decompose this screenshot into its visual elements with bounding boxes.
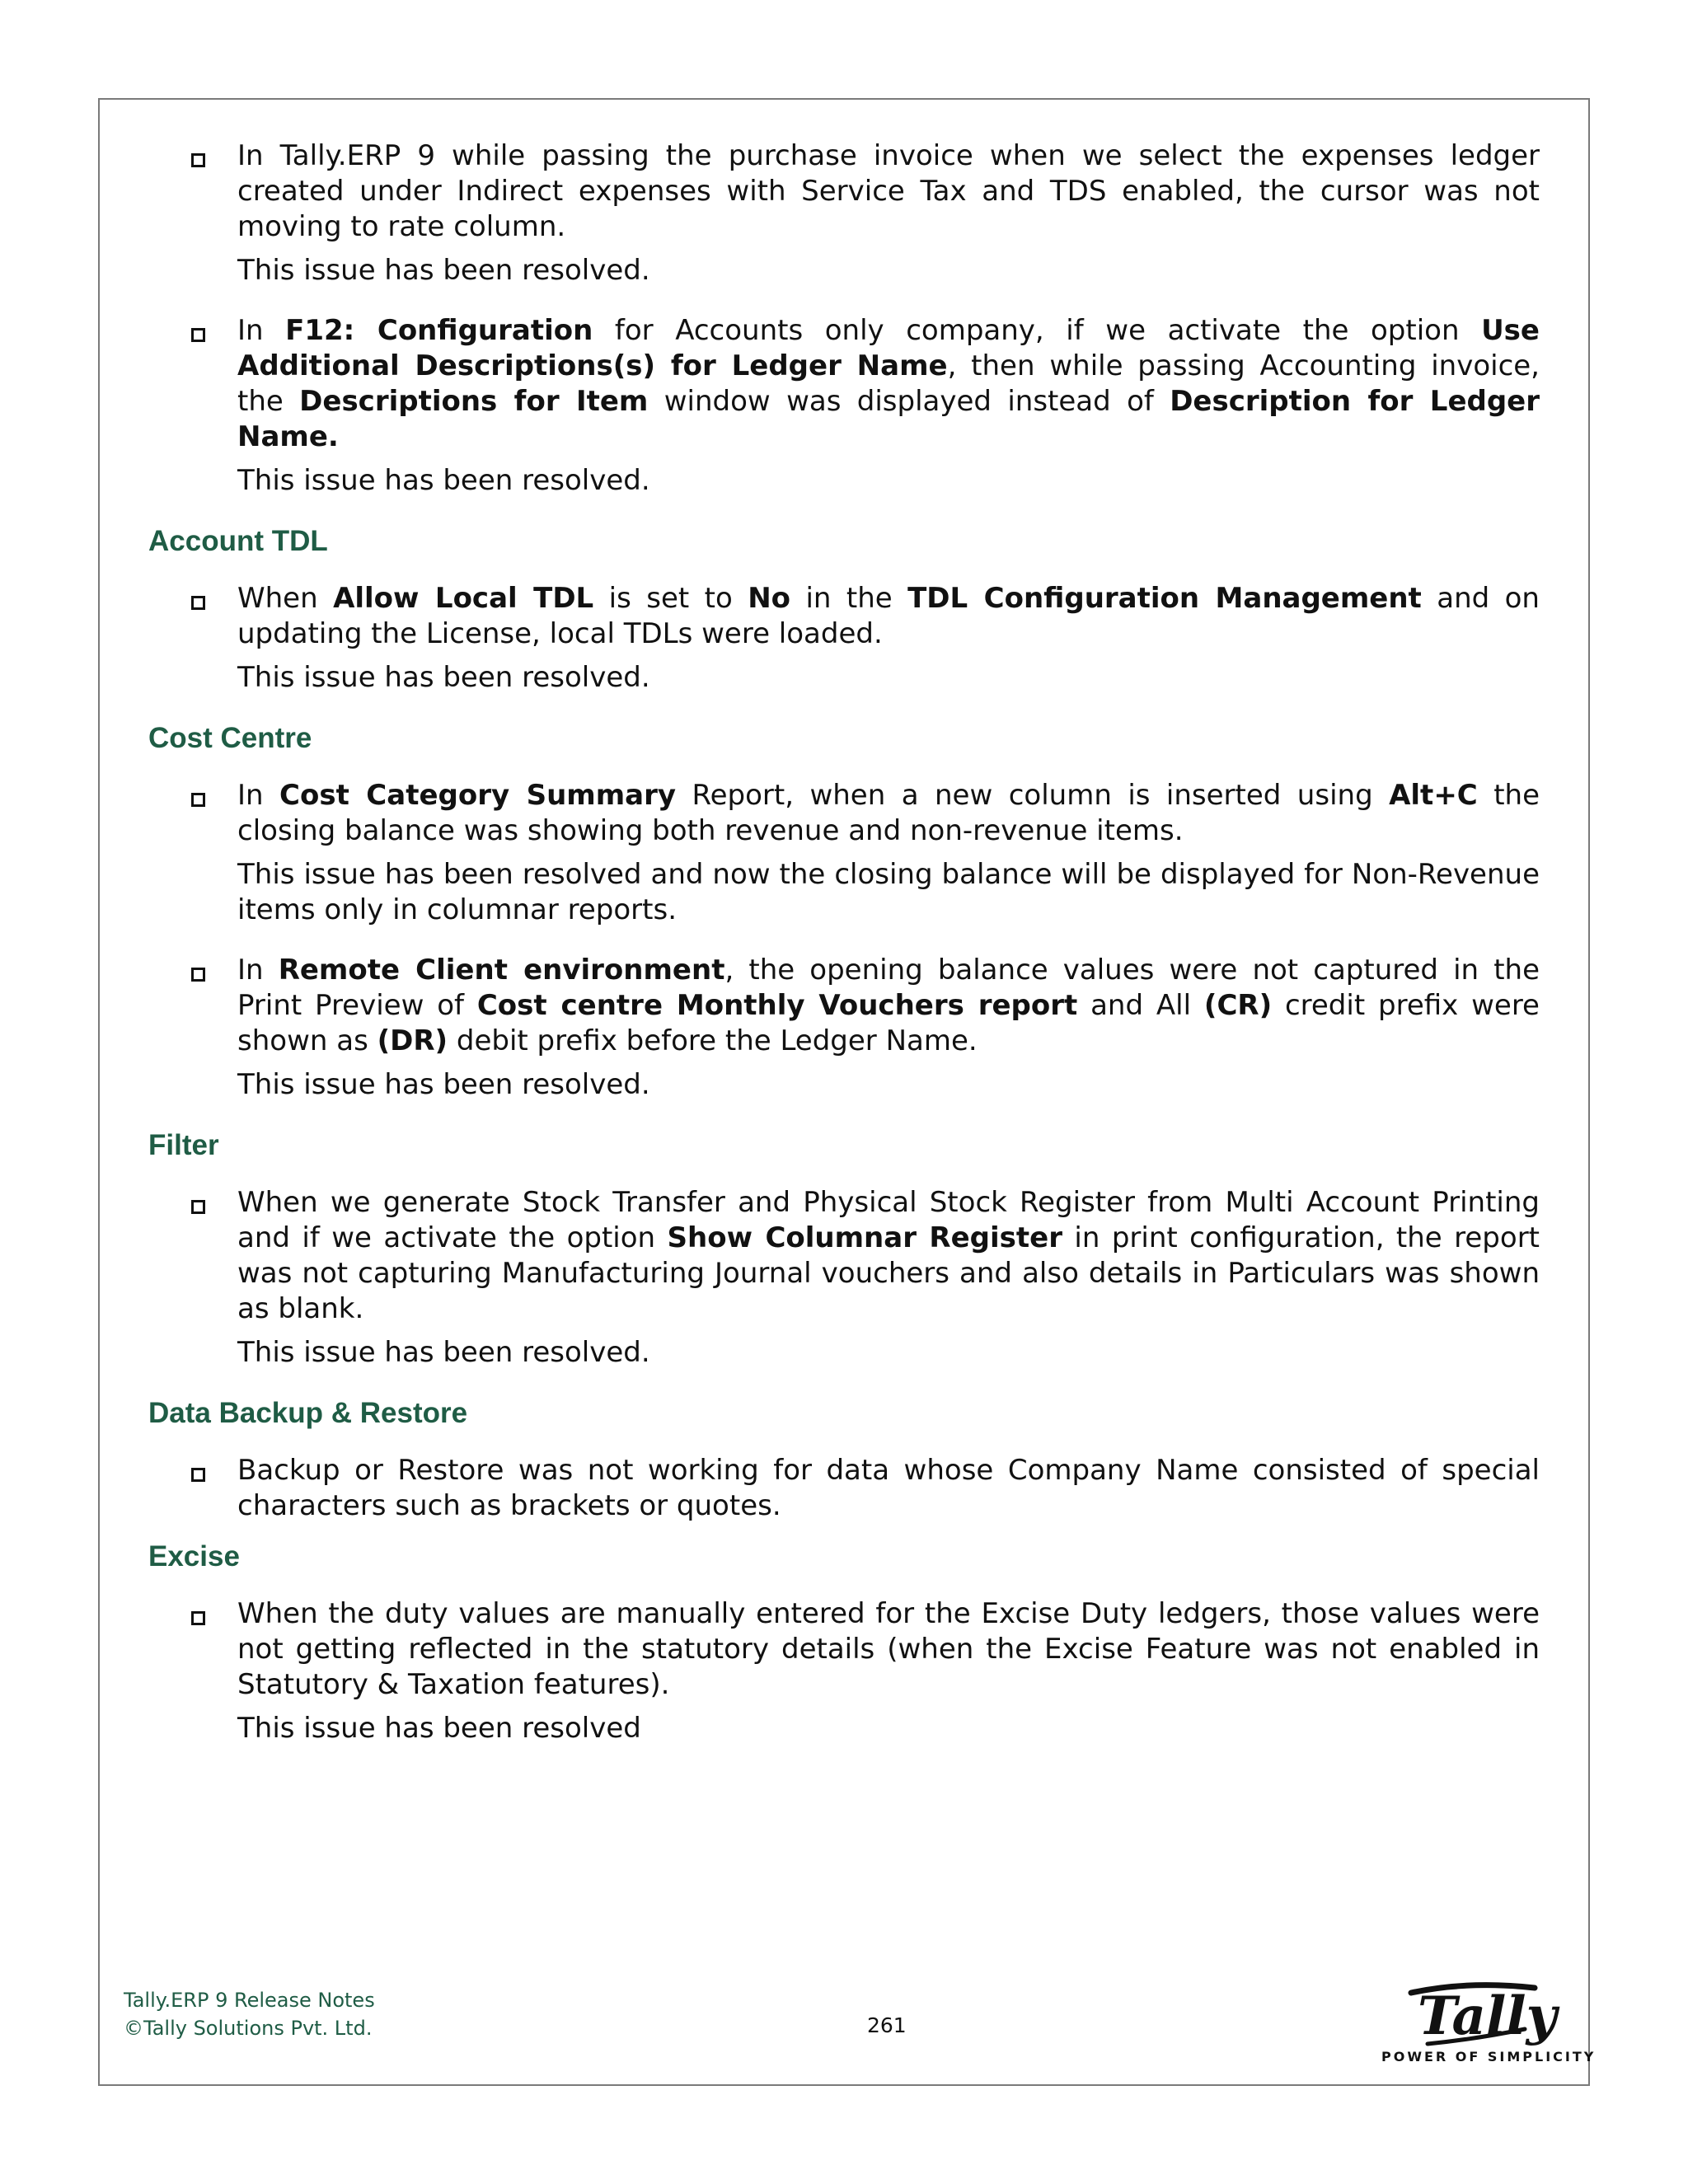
section-heading-data-backup: Data Backup & Restore bbox=[148, 1397, 468, 1429]
issue-text: In Remote Client environment, the opening balance values were not captured in the Print Preview of Cost centre Monthly Vouchers report and All (CR) credit prefix were shown as (DR) debit prefix before the Ledger Name. bbox=[237, 954, 1540, 1057]
resolution-text: This issue has been resolved. bbox=[237, 1068, 650, 1101]
list-item bbox=[148, 313, 1540, 499]
resolution-text: This issue has been resolved bbox=[237, 1712, 641, 1745]
section-heading-account-tdl: Account TDL bbox=[148, 525, 328, 557]
list-item bbox=[148, 138, 1540, 288]
issue-text: In Cost Category Summary Report, when a new column is inserted using Alt+C the closing balance was showing both revenue and non-revenue items. bbox=[237, 779, 1540, 847]
square-bullet-icon bbox=[191, 793, 205, 807]
issue-text: In F12: Configuration for Accounts only company, if we activate the option Use Additional Descriptions(s) for Ledger Name, then while passing Accounting invoice, the Descriptions for Item window was displayed instead of Description for Ledger Name. bbox=[237, 314, 1540, 453]
resolution-text: This issue has been resolved. bbox=[237, 464, 650, 497]
footer-doc-title: Tally.ERP 9 Release Notes bbox=[124, 1989, 375, 2012]
issue-text: When Allow Local TDL is set to No in the TDL Configuration Management and on updating the License, local TDLs were loaded. bbox=[237, 582, 1540, 650]
resolution-text: This issue has been resolved. bbox=[237, 661, 650, 694]
logo-tagline: POWER OF SIMPLICITY bbox=[1381, 2049, 1597, 2064]
section-heading-cost-centre: Cost Centre bbox=[148, 722, 312, 754]
section-heading-excise: Excise bbox=[148, 1540, 240, 1572]
square-bullet-icon bbox=[191, 596, 205, 610]
issue-text: When we generate Stock Transfer and Physical Stock Register from Multi Account Printing and if we activate the option Show Columnar Register in print configuration, the report was not capturing Manufacturing Journal vouchers and also details in Particulars was shown as blank. bbox=[237, 1186, 1540, 1325]
list-item bbox=[148, 581, 1540, 696]
issue-text: Backup or Restore was not working for data whose Company Name consisted of special characters such as brackets or quotes. bbox=[237, 1454, 1540, 1522]
square-bullet-icon bbox=[191, 328, 205, 342]
list-item bbox=[148, 778, 1540, 928]
list-item bbox=[148, 1453, 1540, 1524]
list-item bbox=[148, 1185, 1540, 1371]
issue-text: In Tally.ERP 9 while passing the purchase invoice when we select the expenses ledger created under Indirect expenses with Service Tax and TDS enabled, the cursor was not moving to rate column. bbox=[237, 139, 1540, 243]
square-bullet-icon bbox=[191, 968, 205, 982]
footer-copyright: ©Tally Solutions Pvt. Ltd. bbox=[124, 2017, 373, 2040]
square-bullet-icon bbox=[191, 153, 205, 167]
page-content bbox=[148, 138, 1540, 1771]
list-item bbox=[148, 953, 1540, 1103]
resolution-text: This issue has been resolved and now the closing balance will be displayed for Non-Revenue items only in columnar reports. bbox=[237, 858, 1540, 926]
list-item bbox=[148, 1596, 1540, 1746]
resolution-text: This issue has been resolved. bbox=[237, 254, 650, 287]
svg-text:Tally: Tally bbox=[1418, 1985, 1557, 2047]
issue-text: When the duty values are manually entered for the Excise Duty ledgers, those values were not getting reflected in the statutory details (when the Excise Feature was not enabled in Statutory & Taxation features). bbox=[237, 1597, 1540, 1701]
section-heading-filter: Filter bbox=[148, 1129, 219, 1161]
square-bullet-icon bbox=[191, 1611, 205, 1625]
footer-info bbox=[124, 1986, 375, 2042]
square-bullet-icon bbox=[191, 1468, 205, 1482]
resolution-text: This issue has been resolved. bbox=[237, 1336, 650, 1369]
page-number: 261 bbox=[867, 2013, 907, 2037]
square-bullet-icon bbox=[191, 1200, 205, 1214]
